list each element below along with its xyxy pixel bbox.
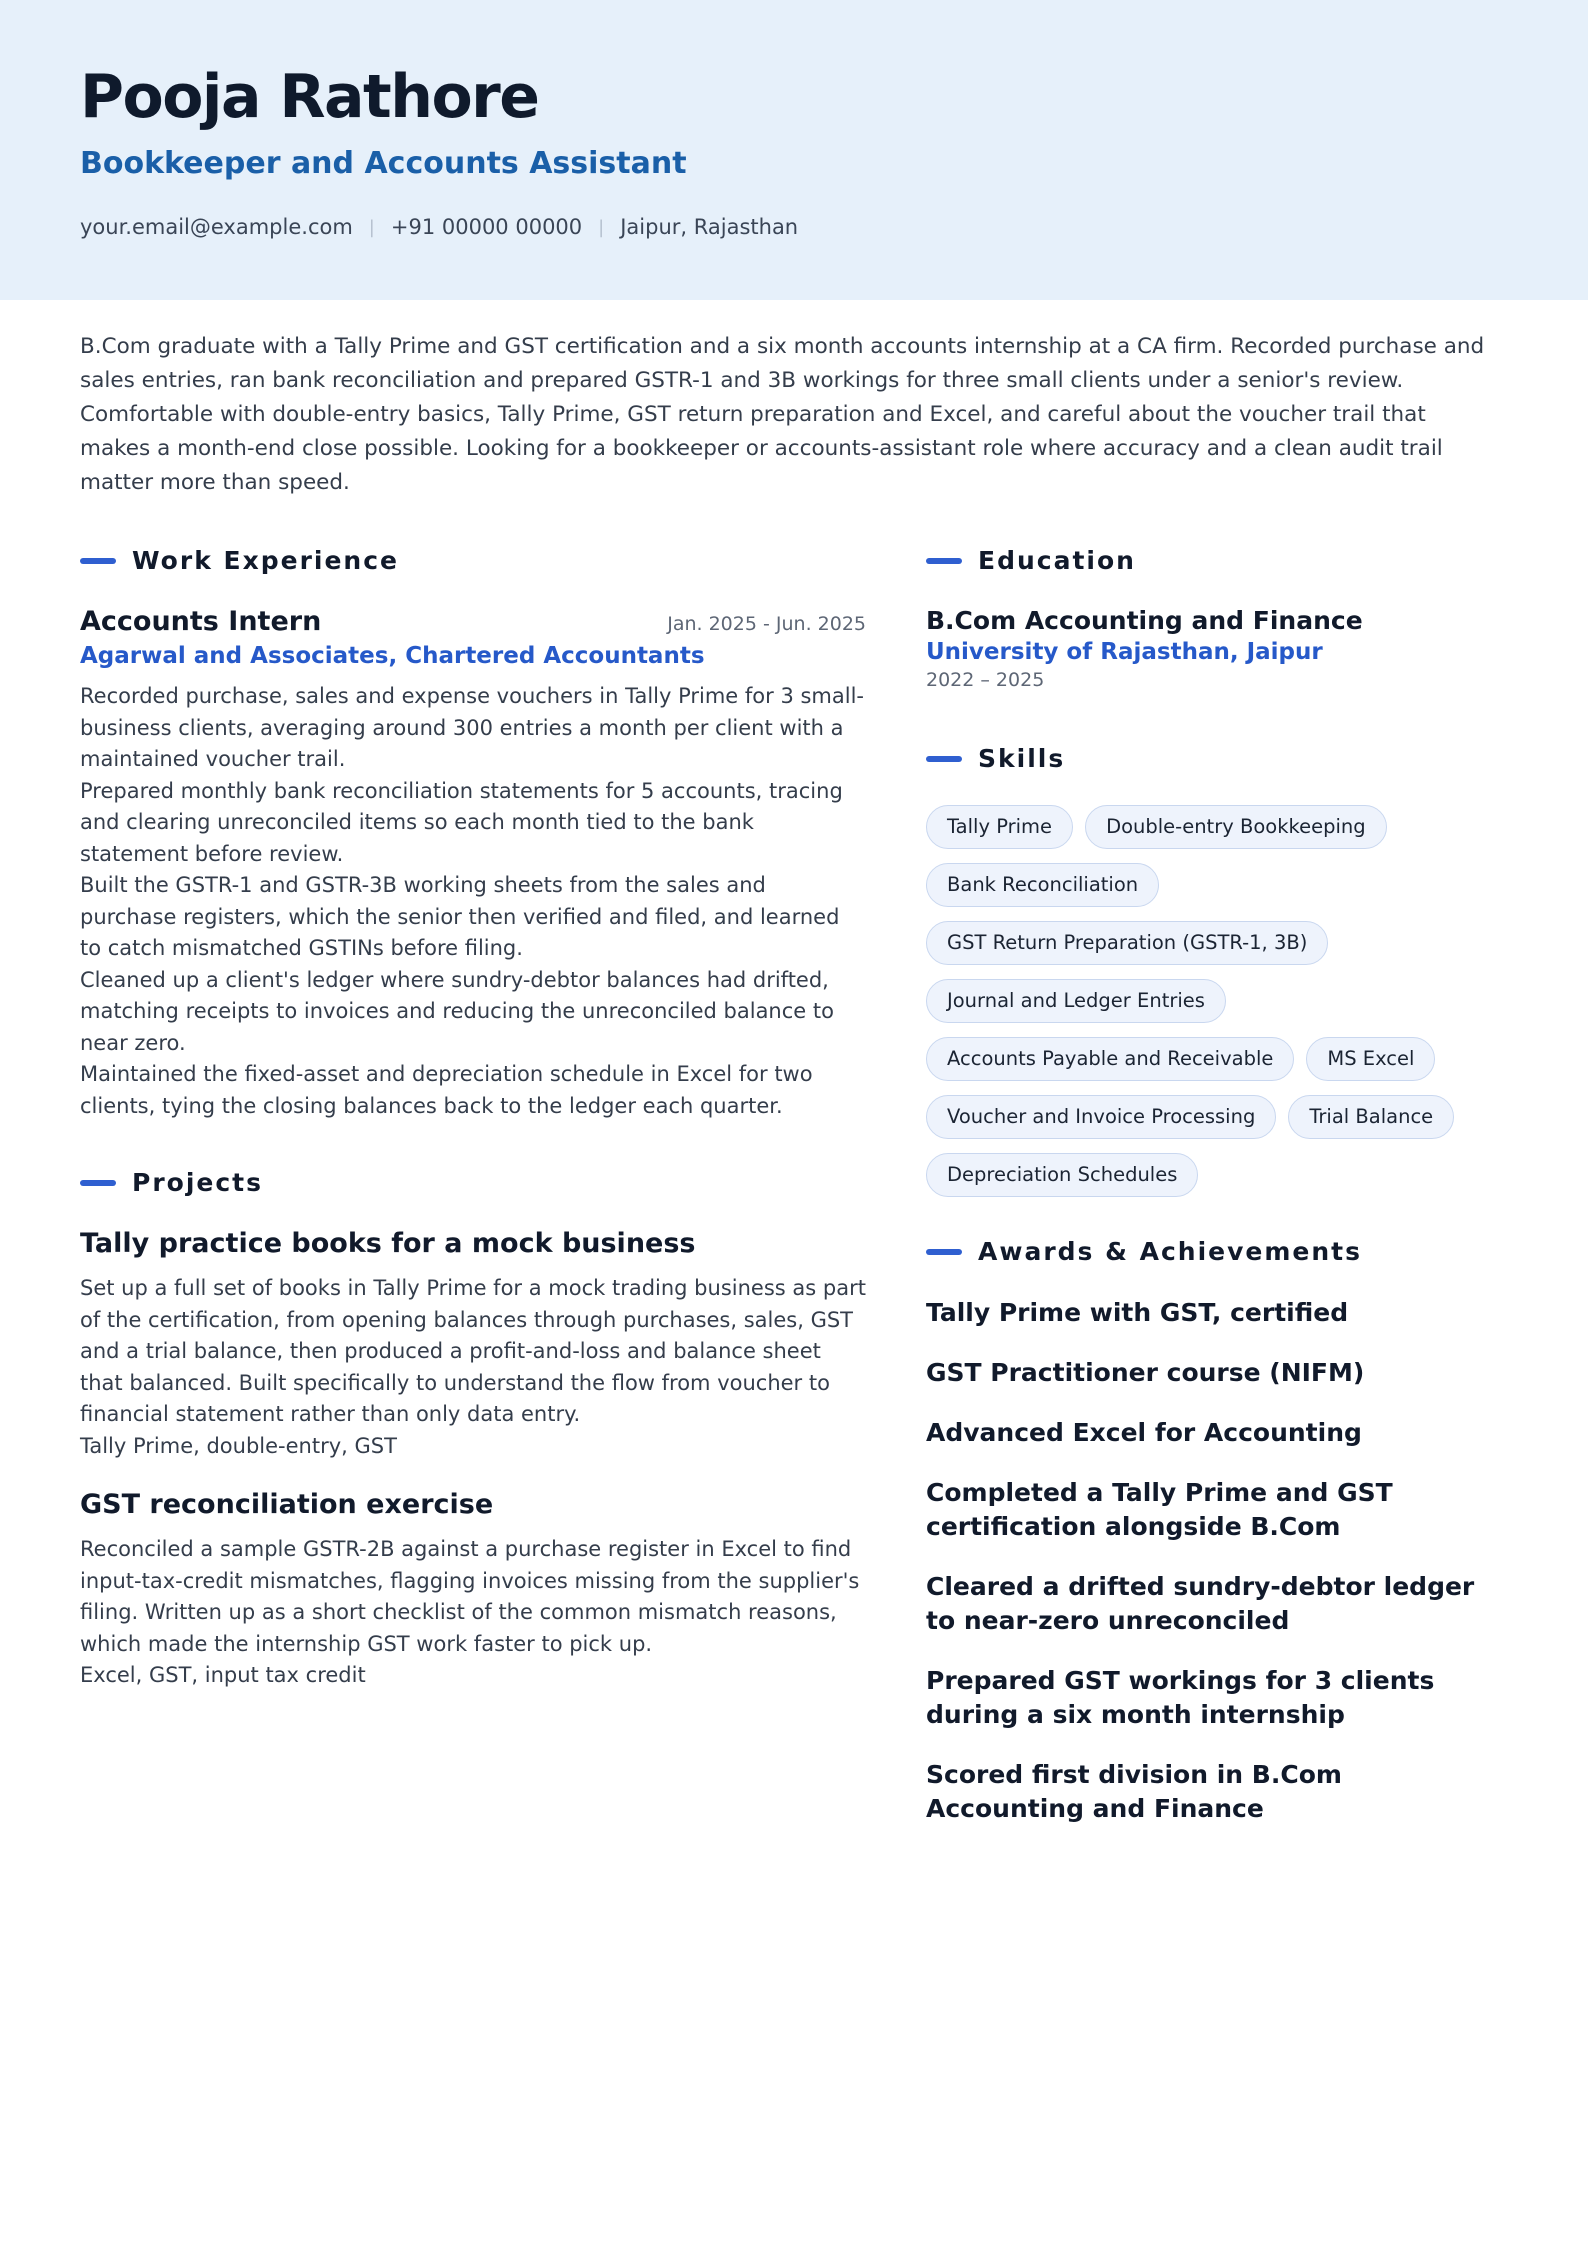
skills-list [926, 805, 1506, 1197]
section-accent-bar [926, 756, 962, 762]
candidate-headline: Bookkeeper and Accounts Assistant [80, 146, 687, 181]
section-heading-projects [80, 1168, 263, 1197]
award-item: Advanced Excel for Accounting [926, 1418, 1362, 1447]
section-accent-bar [926, 1249, 962, 1255]
project-description [80, 1273, 866, 1462]
project-title: Tally practice books for a mock business [80, 1228, 696, 1259]
section-heading-label: Projects [132, 1168, 264, 1197]
project-text: Reconciled a sample GSTR-2B against a purchase register in Excel to find input-tax-credit mismatches, flagging invoices missing from the supplier's filing. Written up as a short checklist of the common mismatch reasons, which made the internship GST work faster to pick up. [80, 1537, 860, 1656]
project-description [80, 1534, 866, 1692]
skill-chip: Accounts Payable and Receivable [926, 1037, 1294, 1081]
section-heading-label: Education [978, 546, 1136, 575]
section-heading-label: Work Experience [132, 546, 399, 575]
section-accent-bar [80, 1180, 116, 1186]
job-dates: Jan. 2025 - Jun. 2025 [667, 613, 866, 635]
section-heading-skills [926, 744, 1065, 773]
job-bullets [80, 681, 866, 1122]
award-item: Scored first division in B.Com Accounting and Finance [926, 1760, 1342, 1823]
award-item: Prepared GST workings for 3 clients during a six month internship [926, 1666, 1435, 1729]
job-bullet: Recorded purchase, sales and expense vouchers in Tally Prime for 3 small-business clients, averaging around 300 entries a month per client with a maintained voucher trail. [80, 684, 865, 771]
skill-chip: GST Return Preparation (GSTR-1, 3B) [926, 921, 1328, 965]
job-bullet: Prepared monthly bank reconciliation statements for 5 accounts, tracing and clearing unreconciled items so each month tied to the bank statement before review. [80, 778, 843, 866]
contact-email[interactable]: your.email@example.com [80, 215, 353, 239]
section-heading-awards [926, 1237, 1362, 1266]
job-bullet: Built the GSTR-1 and GSTR-3B working sheets from the sales and purchase registers, which the senior then verified and filed, and learned to catch mismatched GSTINs before filing. [80, 873, 840, 960]
award-item: Tally Prime with GST, certified [926, 1298, 1349, 1327]
work-entry [80, 606, 866, 1122]
job-header [80, 606, 866, 637]
contact-line [80, 215, 798, 239]
skill-chip: Journal and Ledger Entries [926, 979, 1226, 1023]
job-bullet: Cleaned up a client's ledger where sundry-debtor balances had drifted, matching receipts to invoices and reducing the unreconciled balance to near zero. [80, 967, 834, 1055]
skill-chip: Bank Reconciliation [926, 863, 1159, 907]
candidate-name: Pooja Rathore [80, 62, 539, 132]
awards-list [926, 1296, 1506, 1826]
job-title: Accounts Intern [80, 606, 322, 637]
project-entry [80, 1228, 866, 1462]
project-entry [80, 1489, 866, 1692]
job-company: Agarwal and Associates, Chartered Accountants [80, 643, 705, 669]
section-heading-work [80, 546, 399, 575]
skill-chip: Trial Balance [1288, 1095, 1454, 1139]
education-years: 2022 – 2025 [926, 669, 1045, 691]
contact-separator: | [368, 216, 375, 238]
skill-chip: Double-entry Bookkeeping [1085, 805, 1387, 849]
section-accent-bar [926, 558, 962, 564]
project-tags: Tally Prime, double-entry, GST [80, 1433, 397, 1458]
section-heading-label: Skills [978, 744, 1066, 773]
contact-phone[interactable]: +91 00000 00000 [390, 215, 583, 239]
award-item: GST Practitioner course (NIFM) [926, 1358, 1365, 1387]
project-tags: Excel, GST, input tax credit [80, 1663, 366, 1687]
project-text: Set up a full set of books in Tally Prime for a mock trading business as part of the certification, from opening balances through purchases, sales, GST and a trial balance, then produced a profit-and-loss and balance sheet that balanced. Built specifically to understand the flow from voucher to financial statement rather than only data entry. [80, 1276, 866, 1426]
education-entry [926, 606, 1506, 691]
award-item: Completed a Tally Prime and GST certification alongside B.Com [926, 1478, 1393, 1541]
job-bullet: Maintained the fixed-asset and depreciation schedule in Excel for two clients, tying the closing balances back to the ledger each quarter. [80, 1062, 813, 1118]
project-title: GST reconciliation exercise [80, 1489, 494, 1520]
award-item: Cleared a drifted sundry-debtor ledger to near-zero unreconciled [926, 1572, 1475, 1635]
section-accent-bar [80, 558, 116, 564]
skill-chip: MS Excel [1306, 1037, 1435, 1081]
profile-summary: B.Com graduate with a Tally Prime and GST certification and a six month accounts internship at a CA firm. Recorded purchase and sales entries, ran bank reconciliation and prepared GSTR-1 and 3B workings for three small clients under a senior's review. Comfortable with double-entry basics, Tally Prime, GST return preparation and Excel, and careful about the voucher trail that makes a month-end close possible. Looking for a bookkeeper or accounts-assistant role where accuracy and a clean audit trail matter more than speed. [80, 334, 1485, 495]
skill-chip: Depreciation Schedules [926, 1153, 1198, 1197]
education-school: University of Rajasthan, Jaipur [926, 639, 1323, 665]
section-heading-education [926, 546, 1136, 575]
section-heading-label: Awards & Achievements [978, 1237, 1363, 1266]
education-degree: B.Com Accounting and Finance [926, 606, 1363, 635]
contact-location: Jaipur, Rajasthan [620, 215, 799, 239]
skill-chip: Tally Prime [926, 805, 1073, 849]
skill-chip: Voucher and Invoice Processing [926, 1095, 1276, 1139]
contact-separator: | [598, 216, 605, 238]
